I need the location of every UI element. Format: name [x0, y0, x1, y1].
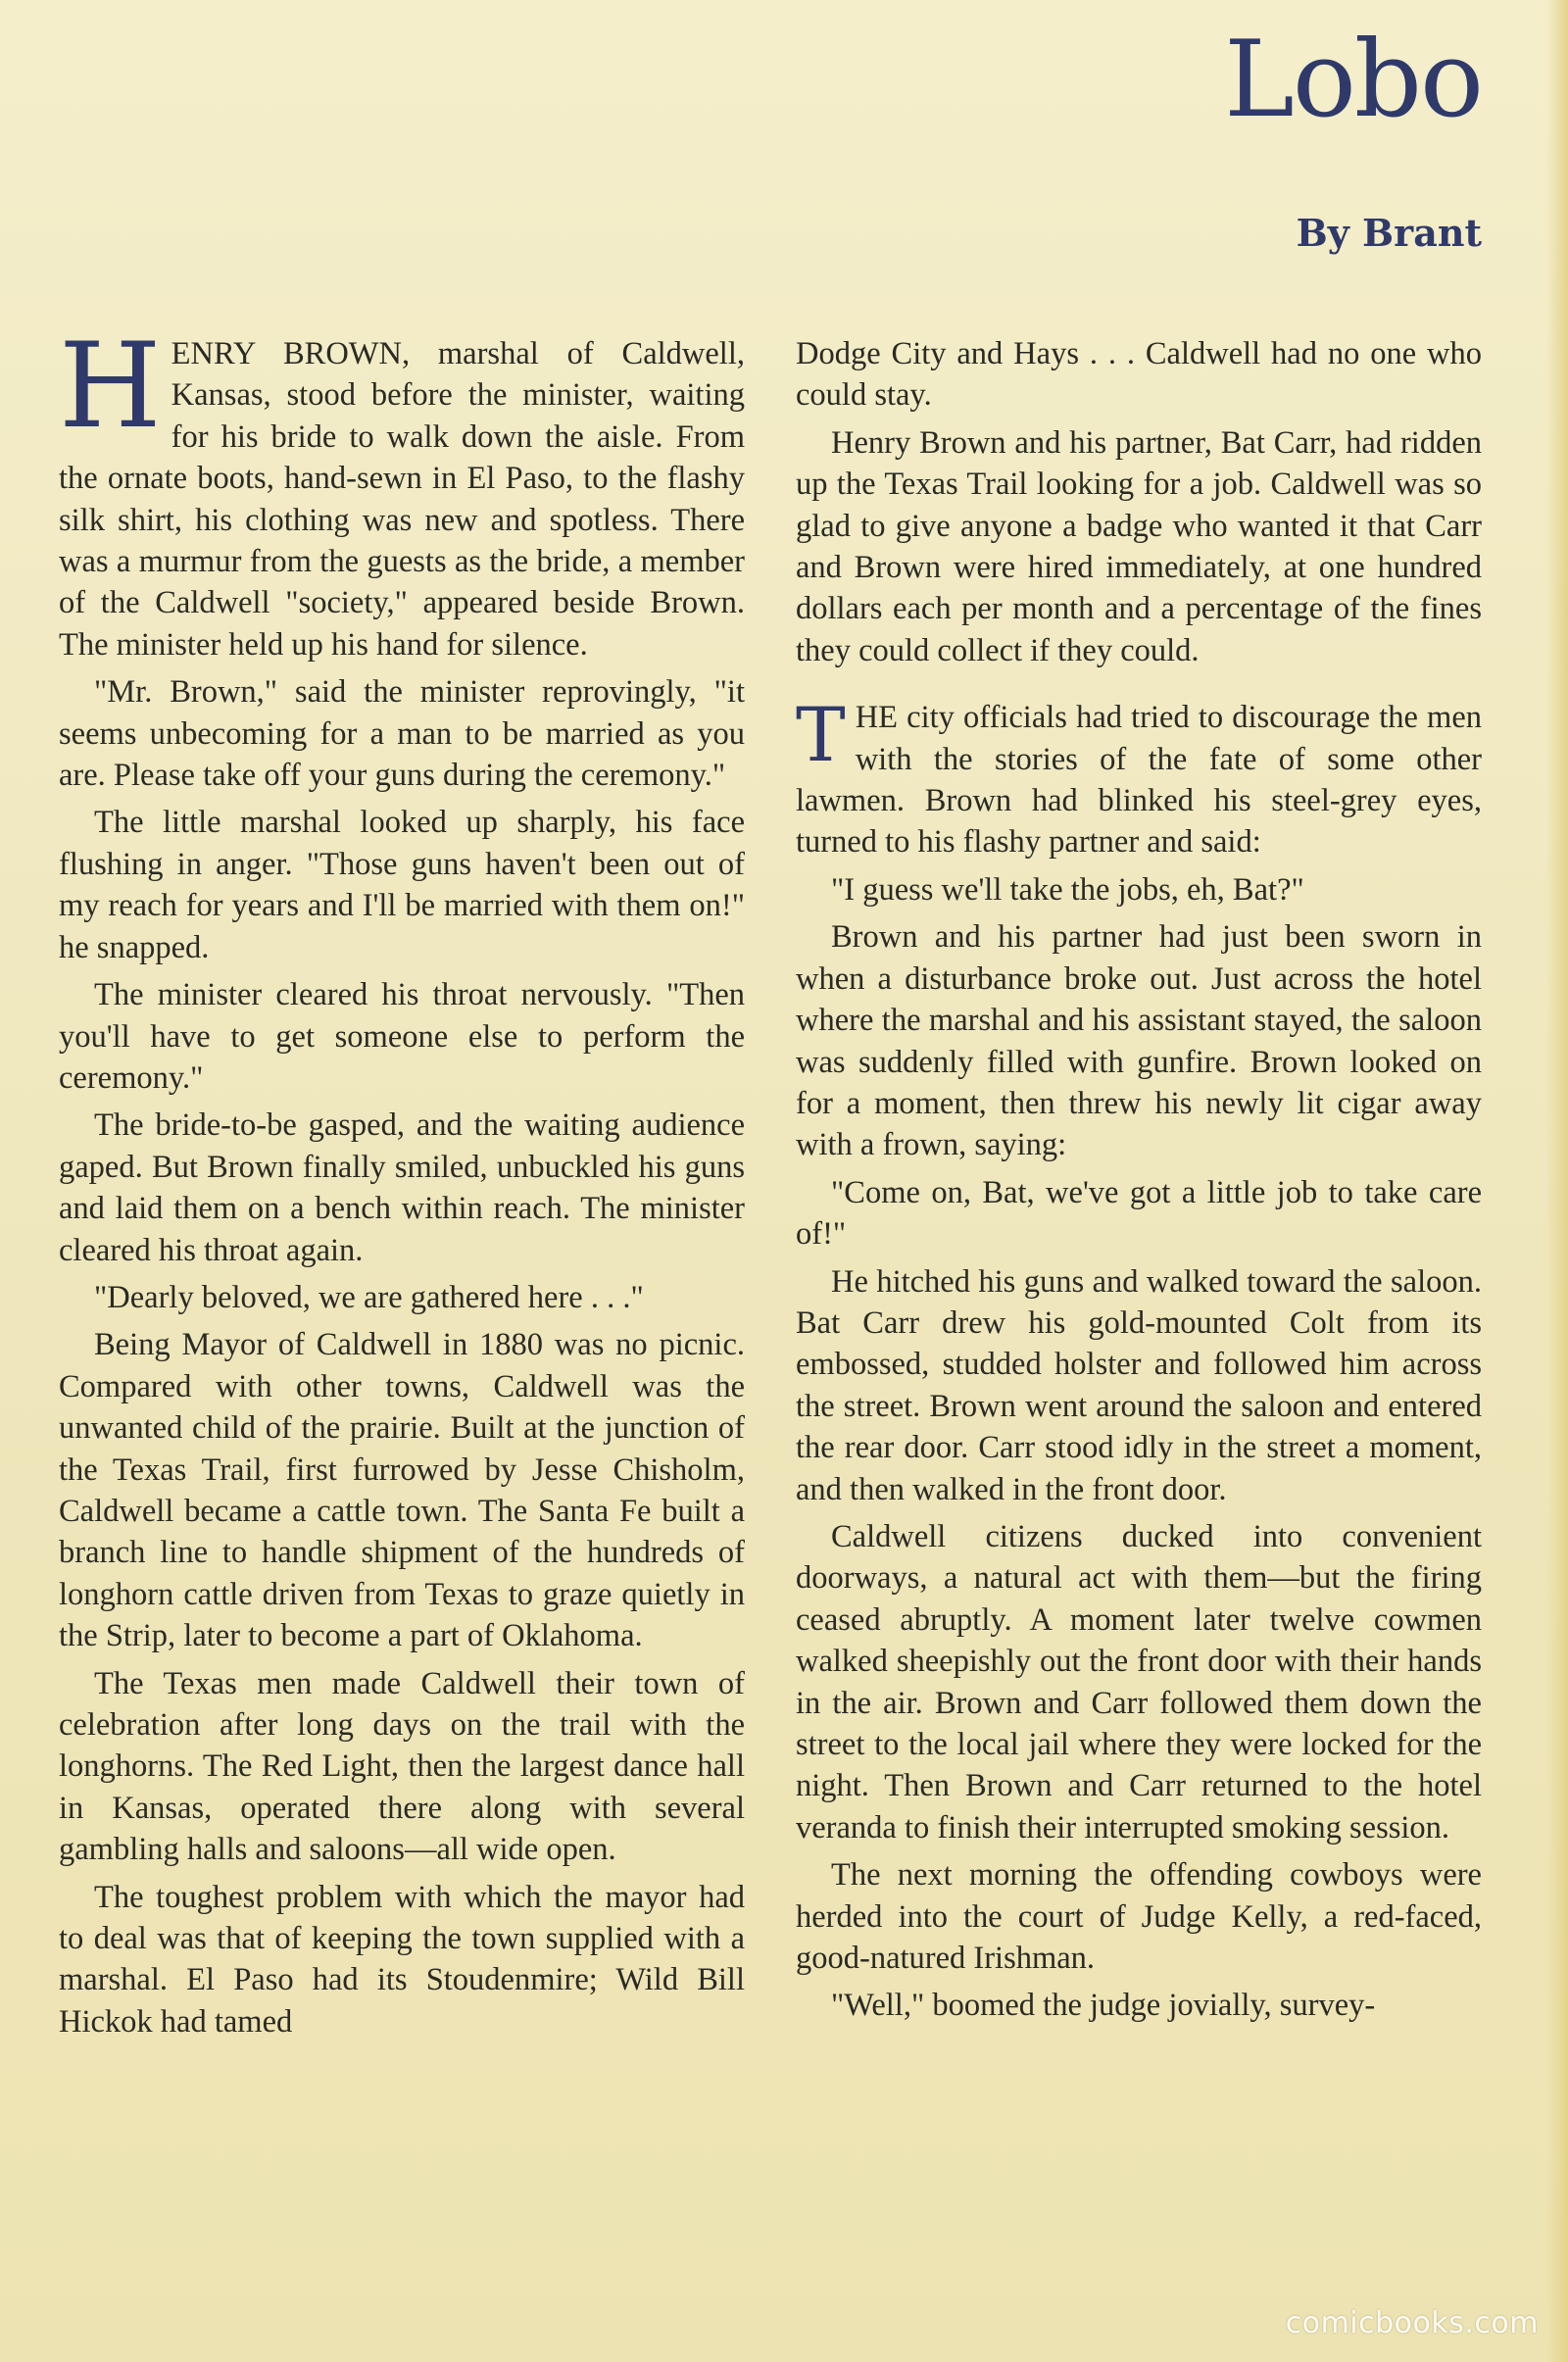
story-byline: By Brant — [1296, 211, 1482, 255]
paragraph: Being Mayor of Caldwell in 1880 was no picnic. Compared with other towns, Caldwell was the unwanted child of the prairie. Built at the junction of the Texas Trail, first furrowed by Jesse Chisholm, Caldwell became a cattle town. The Santa Fe built a branch line to handle shipment of the hundreds of longhorn cattle driven from Texas to graze quietly in the Strip, later to become a part of Oklahoma. — [59, 1327, 745, 1654]
paragraph: Henry Brown and his partner, Bat Carr, had ridden up the Texas Trail looking for a job. Caldwell was so glad to give anyone a badge who wanted it that Carr and Brown were hired immediately, at one hundred dollars each per month and a percentage of the fines they could collect if they could. — [796, 424, 1482, 668]
paragraph: "Mr. Brown," said the minister reprovingly, "it seems unbecoming for a man to be married as you are. Please take off your guns during the ceremony." — [59, 674, 745, 794]
paragraph — [796, 691, 1482, 863]
paragraph: The next morning the offending cowboys were herded into the court of Judge Kelly, a red-faced, good-natured Irishman. — [796, 1857, 1482, 1977]
paragraph: Dodge City and Hays . . . Caldwell had no one who could stay. — [796, 336, 1482, 414]
paragraph: The bride-to-be gasped, and the waiting audience gaped. But Brown finally smiled, unbuckled his guns and laid them on a bench within reach. The minister cleared his throat again. — [59, 1107, 745, 1268]
page-edge-shadow — [1546, 0, 1568, 2362]
paragraph: The toughest problem with which the mayor had to deal was that of keeping the town supplied with a marshal. El Paso had its Stoudenmire; Wild Bill Hickok had tamed — [59, 1879, 745, 2040]
right-text-column — [796, 333, 1482, 2033]
drop-cap: T — [796, 691, 846, 779]
paragraph: "I guess we'll take the jobs, eh, Bat?" — [831, 871, 1304, 908]
paragraph: Caldwell citizens ducked into convenient doorways, a natural act with them—but the firing ceased abruptly. A moment later twelve cowmen walked sheepishly out the front door with their hands in the air. Brown and Carr followed them down the street to the local jail where they were locked for the night. Then Brown and Carr returned to the hotel veranda to finish their interrupted smoking session. — [796, 1518, 1482, 1845]
paragraph: The little marshal looked up sharply, his face flushing in anger. "Those guns haven't been out of my reach for years and I'll be married with them on!" he snapped. — [59, 805, 745, 965]
paragraph — [59, 319, 745, 665]
paragraph-text: ENRY BROWN, marshal of Caldwell, Kansas, stood before the minister, waiting for his bride to walk down the aisle. From the ornate boots, hand-sewn in El Paso, to the flashy silk shirt, his clothing was new and spotless. There was a murmur from the guests as the bride, a member of the Caldwell "society," appeared beside Brown. The minister held up his hand for silence. — [59, 336, 745, 663]
site-watermark: comicbooks.com — [1285, 2306, 1539, 2340]
left-text-column — [59, 319, 745, 2048]
paragraph-text: HE city officials had tried to discourage the men with the stories of the fate of some other lawmen. Brown had blinked his steel-grey eyes, turned to his flashy partner and said: — [796, 700, 1482, 861]
drop-cap: H — [59, 319, 162, 455]
paragraph: "Well," boomed the judge jovially, survey- — [831, 1988, 1376, 2024]
paragraph: The minister cleared his throat nervously. "Then you'll have to get someone else to perform the ceremony." — [59, 977, 745, 1096]
paragraph: He hitched his guns and walked toward the saloon. Bat Carr drew his gold-mounted Colt from its embossed, studded holster and followed him across the street. Brown went around the saloon and entered the rear door. Carr stood idly in the street a moment, and then walked in the front door. — [796, 1263, 1482, 1507]
paragraph: "Dearly beloved, we are gathered here . . ." — [94, 1279, 644, 1315]
paragraph: The Texas men made Caldwell their town of celebration after long days on the trail with the longhorns. The Red Light, then the largest dance hall in Kansas, operated there along with several gambling halls and saloons—all wide open. — [59, 1665, 745, 1868]
story-title: Lobo — [1224, 19, 1482, 141]
paragraph: "Come on, Bat, we've got a little job to take care of!" — [796, 1174, 1482, 1253]
paragraph: Brown and his partner had just been sworn in when a disturbance broke out. Just across the hotel where the marshal and his assistant stayed, the saloon was suddenly filled with gunfire. Brown looked on for a moment, then threw his newly lit cigar away with a frown, saying: — [796, 919, 1482, 1163]
